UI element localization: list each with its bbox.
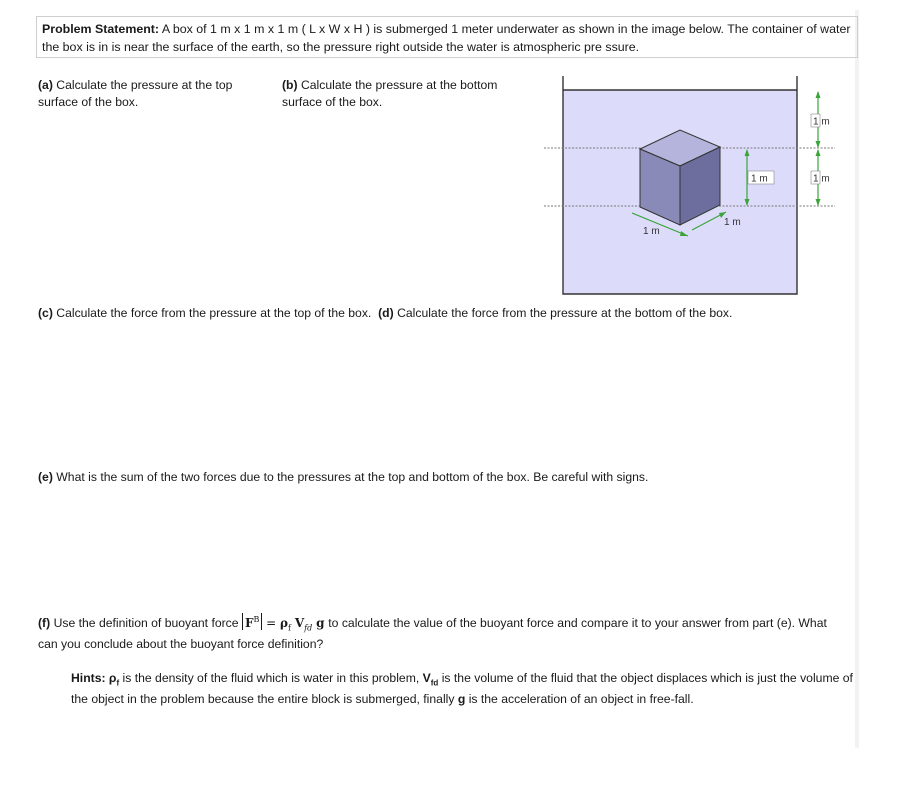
part-f xyxy=(38,613,848,653)
problem-text: A box of 1 m x 1 m x 1 m ( L x W x H ) is submerged 1 meter underwater as shown in the image below. The container of water the box is in is near the surface of the earth, so the pressure right outside the water is atmospheric pre ssure. xyxy=(42,22,851,54)
depth-label: 1 m xyxy=(813,116,830,128)
formula-rho: ρ xyxy=(280,616,289,630)
part-c-label: (c) xyxy=(38,306,53,320)
box-height-label: 1 m xyxy=(751,173,768,185)
length-label: 1 m xyxy=(643,226,660,237)
hints-label: Hints: xyxy=(71,671,106,685)
right-height-arrow-up xyxy=(816,149,821,156)
formula-magnitude xyxy=(242,613,262,630)
formula-v-sub: fd xyxy=(304,623,313,633)
part-a-text: Calculate the pressure at the top surface of the box. xyxy=(38,78,233,109)
hints-text-3: is the acceleration of an object in free-fall. xyxy=(468,692,694,707)
part-d-text: Calculate the force from the pressure at the bottom of the box. xyxy=(397,306,733,320)
hints-v-sub: fd xyxy=(430,678,439,688)
width-label: 1 m xyxy=(724,217,741,228)
part-e-text: What is the sum of the two forces due to the pressures at the top and bottom of the box. Be careful with signs. xyxy=(56,470,649,484)
hints xyxy=(71,670,856,708)
right-height-arrow-down xyxy=(816,199,821,206)
formula-g: g xyxy=(316,616,325,630)
formula-v: V xyxy=(294,616,305,630)
submerged-box-figure xyxy=(530,72,830,302)
part-f-label: (f) xyxy=(38,616,51,630)
problem-statement xyxy=(36,16,858,58)
buoyant-force-formula: $F^B = \rho_f$ $V_{fd}$ g xyxy=(242,616,328,630)
hints-text-1: is the density of the fluid which is water in this problem, xyxy=(122,671,420,685)
page-edge xyxy=(855,10,859,748)
hints-v: V xyxy=(422,671,431,685)
depth-arrow-down xyxy=(816,141,821,148)
formula-vector: F xyxy=(244,616,254,630)
formula-superscript: B xyxy=(253,615,260,624)
part-b xyxy=(282,77,532,111)
part-b-text: Calculate the pressure at the bottom surface of the box. xyxy=(282,78,498,109)
hints-text-2: is the volume of the fluid that the object displaces which is just the volume of the object in the problem because the entire block is submerged, finally xyxy=(71,671,853,707)
problem-label: Problem Statement: xyxy=(42,22,160,36)
part-b-label: (b) xyxy=(282,78,298,92)
part-f-text-before: Use the definition of buoyant force xyxy=(53,616,239,630)
part-c-d xyxy=(38,305,838,322)
hints-rho-sub: f xyxy=(116,678,120,688)
part-a-label: (a) xyxy=(38,78,53,92)
hints-g: g xyxy=(457,692,466,707)
hints-rho: ρ xyxy=(108,671,117,685)
part-e-label: (e) xyxy=(38,470,53,484)
part-c-text: Calculate the force from the pressure at the top of the box. xyxy=(56,306,372,320)
part-d-label: (d) xyxy=(378,306,394,320)
part-f-text-after: to calculate the value of the buoyant force and compare it to your answer from part (e). What can you conclude about the buoyant force definition? xyxy=(38,616,827,652)
part-e xyxy=(38,469,838,486)
formula-rho-sub: f xyxy=(288,623,291,633)
depth-arrow-up xyxy=(816,91,821,98)
right-height-label: 1 m xyxy=(813,173,830,185)
part-a xyxy=(38,77,263,111)
